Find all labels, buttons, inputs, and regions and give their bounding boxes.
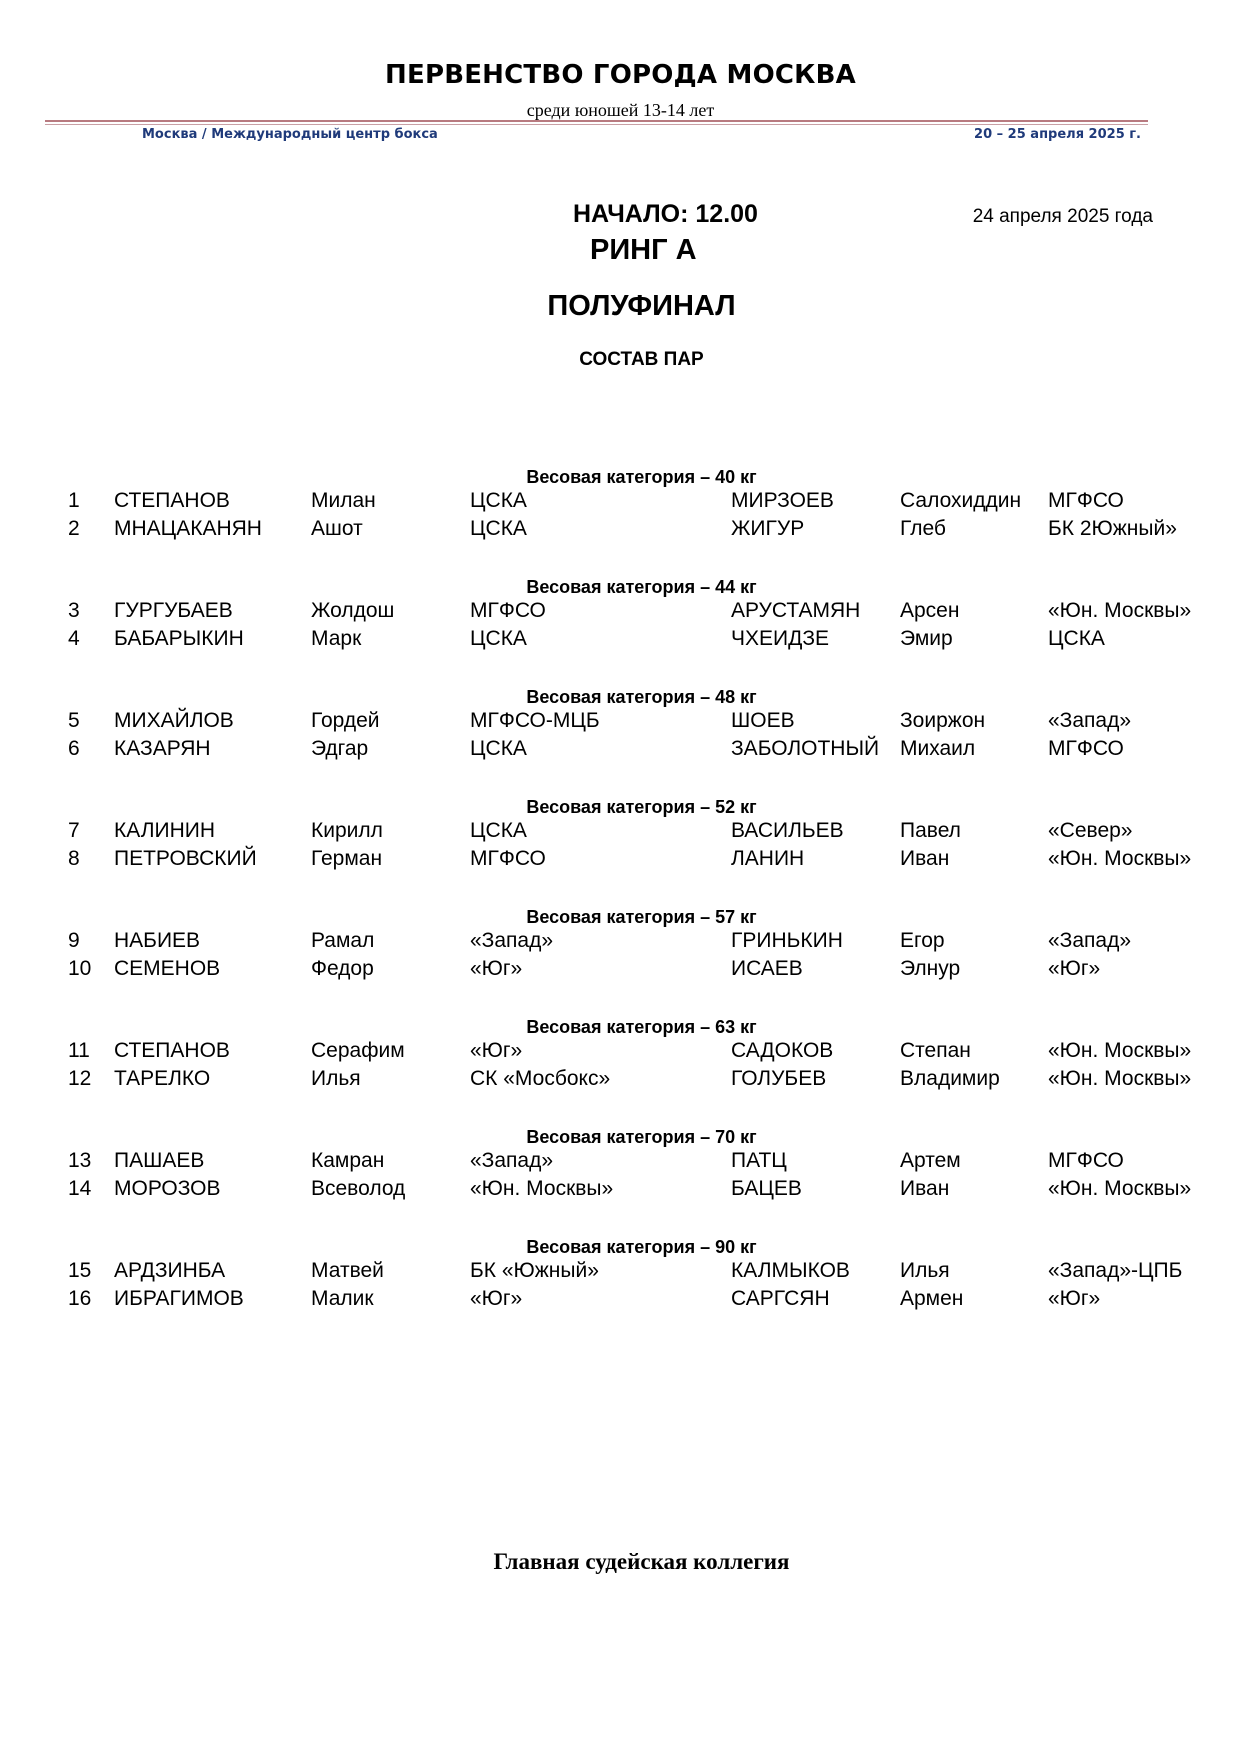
bout-row xyxy=(0,819,1241,847)
red-corner-club: «Юн. Москвы» xyxy=(470,1177,614,1200)
blue-corner-surname: БАЦЕВ xyxy=(731,1177,802,1200)
bout-row xyxy=(0,489,1241,517)
red-corner-name: Милан xyxy=(311,489,376,512)
red-corner-name: Кирилл xyxy=(311,819,383,842)
bout-number: 11 xyxy=(68,1039,90,1062)
red-corner-surname: ПАШАЕВ xyxy=(114,1149,205,1172)
start-time: НАЧАЛО: 12.00 xyxy=(573,200,758,228)
blue-corner-name: Зоиржон xyxy=(900,709,986,732)
red-corner-name: Илья xyxy=(311,1067,361,1090)
bout-number: 10 xyxy=(68,957,92,980)
bout-number: 8 xyxy=(68,847,80,870)
red-corner-name: Жолдош xyxy=(311,599,395,622)
blue-corner-club: «Север» xyxy=(1048,819,1133,842)
weight-category-heading: Весовая категория – 52 кг xyxy=(526,797,757,817)
red-corner-surname: СЕМЕНОВ xyxy=(114,957,221,980)
bout-number: 15 xyxy=(68,1259,92,1282)
red-corner-name: Эдгар xyxy=(311,737,369,760)
blue-corner-club: «Юн. Москвы» xyxy=(1048,1067,1192,1090)
bout-row xyxy=(0,1287,1241,1315)
venue-label: Москва / Международный центр бокса xyxy=(142,127,438,142)
weight-category-heading: Весовая категория – 63 кг xyxy=(526,1017,757,1037)
document-title: ПЕРВЕНСТВО ГОРОДА МОСКВА xyxy=(385,60,856,90)
red-corner-name: Герман xyxy=(311,847,383,870)
blue-corner-surname: ЗАБОЛОТНЫЙ xyxy=(731,737,880,760)
blue-corner-name: Элнур xyxy=(900,957,961,980)
blue-corner-name: Арсен xyxy=(900,599,960,622)
blue-corner-name: Эмир xyxy=(900,627,953,650)
bout-number: 6 xyxy=(68,737,80,760)
red-corner-surname: КАЛИНИН xyxy=(114,819,216,842)
red-corner-name: Матвей xyxy=(311,1259,384,1282)
red-corner-club: МГФСО xyxy=(470,599,546,622)
red-corner-club: «Запад» xyxy=(470,929,554,952)
blue-corner-club: «Запад»-ЦПБ xyxy=(1048,1259,1183,1282)
red-corner-club: ЦСКА xyxy=(470,489,527,512)
red-corner-name: Камран xyxy=(311,1149,385,1172)
blue-corner-name: Артем xyxy=(900,1149,961,1172)
blue-corner-name: Владимир xyxy=(900,1067,1000,1090)
blue-corner-surname: ГРИНЬКИН xyxy=(731,929,843,952)
red-corner-surname: МОРОЗОВ xyxy=(114,1177,221,1200)
red-corner-club: «Юг» xyxy=(470,1287,523,1310)
bout-number: 14 xyxy=(68,1177,92,1200)
red-corner-surname: НАБИЕВ xyxy=(114,929,201,952)
red-corner-surname: БАБАРЫКИН xyxy=(114,627,244,650)
red-corner-name: Серафим xyxy=(311,1039,405,1062)
stage-title: ПОЛУФИНАЛ xyxy=(547,290,736,322)
red-corner-name: Федор xyxy=(311,957,374,980)
blue-corner-name: Егор xyxy=(900,929,945,952)
bout-row xyxy=(0,737,1241,765)
red-corner-club: «Юг» xyxy=(470,957,523,980)
blue-corner-name: Иван xyxy=(900,847,950,870)
bout-number: 4 xyxy=(68,627,80,650)
red-corner-surname: СТЕПАНОВ xyxy=(114,489,230,512)
red-corner-surname: ТАРЕЛКО xyxy=(114,1067,211,1090)
jury-signature: Главная судейская коллегия xyxy=(493,1549,790,1574)
blue-corner-surname: АРУСТАМЯН xyxy=(731,599,861,622)
weight-category-heading: Весовая категория – 70 кг xyxy=(526,1127,757,1147)
blue-corner-name: Иван xyxy=(900,1177,950,1200)
red-corner-club: БК «Южный» xyxy=(470,1259,599,1282)
bout-number: 12 xyxy=(68,1067,92,1090)
blue-corner-surname: САДОКОВ xyxy=(731,1039,834,1062)
blue-corner-club: «Юг» xyxy=(1048,1287,1101,1310)
red-corner-name: Всеволод xyxy=(311,1177,406,1200)
blue-corner-name: Илья xyxy=(900,1259,950,1282)
blue-corner-surname: ЛАНИН xyxy=(731,847,805,870)
header-divider-thin xyxy=(45,124,1148,125)
red-corner-surname: АРДЗИНБА xyxy=(114,1259,226,1282)
blue-corner-surname: ИСАЕВ xyxy=(731,957,803,980)
red-corner-surname: МИХАЙЛОВ xyxy=(114,709,234,732)
blue-corner-surname: ЧХЕИДЗЕ xyxy=(731,627,830,650)
bout-number: 2 xyxy=(68,517,80,540)
red-corner-name: Ашот xyxy=(311,517,363,540)
blue-corner-surname: КАЛМЫКОВ xyxy=(731,1259,850,1282)
blue-corner-club: «Юг» xyxy=(1048,957,1101,980)
blue-corner-name: Павел xyxy=(900,819,961,842)
blue-corner-surname: ГОЛУБЕВ xyxy=(731,1067,827,1090)
red-corner-surname: ПЕТРОВСКИЙ xyxy=(114,847,257,870)
weight-category-heading: Весовая категория – 48 кг xyxy=(526,687,757,707)
blue-corner-club: «Запад» xyxy=(1048,709,1132,732)
bout-number: 9 xyxy=(68,929,80,952)
blue-corner-club: МГФСО xyxy=(1048,489,1124,512)
weight-category-heading: Весовая категория – 40 кг xyxy=(526,467,757,487)
red-corner-name: Гордей xyxy=(311,709,380,732)
blue-corner-club: «Юн. Москвы» xyxy=(1048,1039,1192,1062)
red-corner-surname: МНАЦАКАНЯН xyxy=(114,517,262,540)
red-corner-club: ЦСКА xyxy=(470,819,527,842)
weight-category-heading: Весовая категория – 90 кг xyxy=(526,1237,757,1257)
weight-category-heading: Весовая категория – 57 кг xyxy=(526,907,757,927)
blue-corner-surname: САРГСЯН xyxy=(731,1287,830,1310)
bout-row xyxy=(0,709,1241,737)
bout-number: 13 xyxy=(68,1149,92,1172)
red-corner-name: Малик xyxy=(311,1287,374,1310)
red-corner-club: ЦСКА xyxy=(470,517,527,540)
red-corner-surname: СТЕПАНОВ xyxy=(114,1039,230,1062)
red-corner-club: ЦСКА xyxy=(470,627,527,650)
blue-corner-club: БК 2Южный» xyxy=(1048,517,1177,540)
red-corner-name: Рамал xyxy=(311,929,375,952)
red-corner-club: МГФСО-МЦБ xyxy=(470,709,600,732)
header-divider xyxy=(45,120,1148,122)
red-corner-surname: КАЗАРЯН xyxy=(114,737,211,760)
bout-row xyxy=(0,847,1241,875)
blue-corner-club: «Запад» xyxy=(1048,929,1132,952)
blue-corner-surname: ПАТЦ xyxy=(731,1149,787,1172)
weight-category-heading: Весовая категория – 44 кг xyxy=(526,577,757,597)
bout-row xyxy=(0,957,1241,985)
blue-corner-name: Салохиддин xyxy=(900,489,1022,512)
bout-number: 5 xyxy=(68,709,80,732)
bout-number: 1 xyxy=(68,489,80,512)
blue-corner-club: «Юн. Москвы» xyxy=(1048,847,1192,870)
bout-row xyxy=(0,1177,1241,1205)
blue-corner-name: Михаил xyxy=(900,737,976,760)
blue-corner-club: ЦСКА xyxy=(1048,627,1105,650)
red-corner-surname: ИБРАГИМОВ xyxy=(114,1287,244,1310)
blue-corner-surname: ЖИГУР xyxy=(731,517,805,540)
blue-corner-club: «Юн. Москвы» xyxy=(1048,1177,1192,1200)
bout-row xyxy=(0,1149,1241,1177)
blue-corner-surname: ВАСИЛЬЕВ xyxy=(731,819,844,842)
pairs-heading: СОСТАВ ПАР xyxy=(579,349,704,370)
bout-row xyxy=(0,1259,1241,1287)
ring-label: РИНГ А xyxy=(590,234,697,266)
red-corner-surname: ГУРГУБАЕВ xyxy=(114,599,233,622)
red-corner-club: МГФСО xyxy=(470,847,546,870)
bout-row xyxy=(0,1067,1241,1095)
bout-number: 3 xyxy=(68,599,80,622)
red-corner-club: «Юг» xyxy=(470,1039,523,1062)
session-date: 24 апреля 2025 года xyxy=(972,206,1153,227)
bout-number: 16 xyxy=(68,1287,92,1310)
blue-corner-name: Степан xyxy=(900,1039,971,1062)
bout-row xyxy=(0,517,1241,545)
blue-corner-name: Армен xyxy=(900,1287,964,1310)
document-subtitle: среди юношей 13-14 лет xyxy=(526,100,715,120)
bout-row xyxy=(0,627,1241,655)
blue-corner-club: «Юн. Москвы» xyxy=(1048,599,1192,622)
red-corner-club: СК «Мосбокс» xyxy=(470,1067,611,1090)
blue-corner-name: Глеб xyxy=(900,517,946,540)
bout-row xyxy=(0,599,1241,627)
bout-row xyxy=(0,929,1241,957)
blue-corner-surname: МИРЗОЕВ xyxy=(731,489,834,512)
red-corner-club: ЦСКА xyxy=(470,737,527,760)
red-corner-name: Марк xyxy=(311,627,362,650)
blue-corner-club: МГФСО xyxy=(1048,1149,1124,1172)
blue-corner-club: МГФСО xyxy=(1048,737,1124,760)
blue-corner-surname: ШОЕВ xyxy=(731,709,795,732)
tournament-dates: 20 – 25 апреля 2025 г. xyxy=(974,127,1141,142)
bout-row xyxy=(0,1039,1241,1067)
red-corner-club: «Запад» xyxy=(470,1149,554,1172)
bout-number: 7 xyxy=(68,819,80,842)
